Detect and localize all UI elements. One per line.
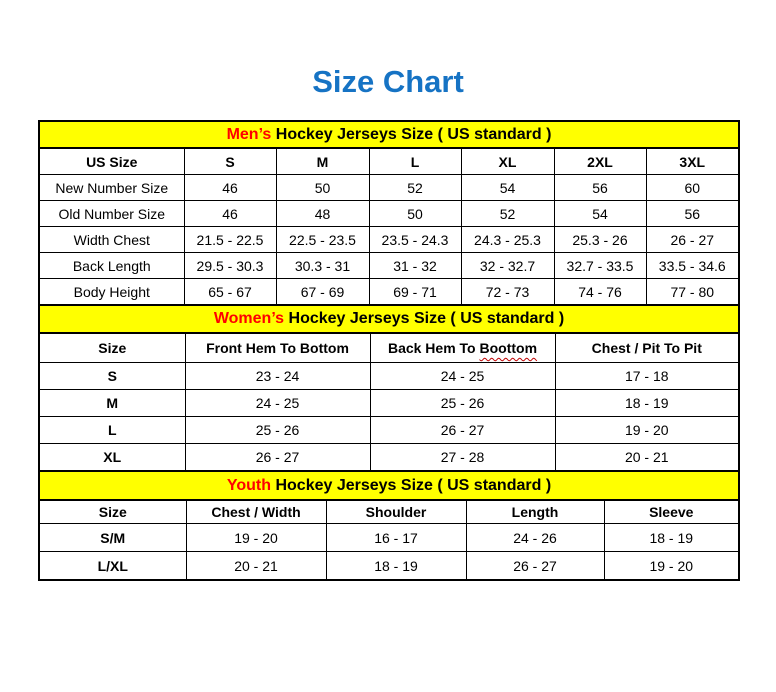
table-cell: 17 - 18 [555, 363, 739, 390]
row-label: S [39, 363, 185, 390]
youth-highlight: Youth [226, 476, 272, 494]
table-cell: 23 - 24 [185, 363, 370, 390]
column-header: XL [461, 148, 554, 175]
table-cell: 16 - 17 [326, 524, 466, 552]
table-row [39, 363, 739, 390]
table-cell: 50 [369, 201, 461, 227]
table-cell: 54 [554, 201, 646, 227]
row-label: L/XL [39, 552, 186, 581]
table-row [39, 227, 739, 253]
table-cell: 48 [276, 201, 369, 227]
youth-section-header [39, 471, 739, 500]
column-header: US Size [39, 148, 184, 175]
table-cell: 29.5 - 30.3 [184, 253, 276, 279]
table-cell: 20 - 21 [555, 444, 739, 472]
table-row [39, 417, 739, 444]
mens-section-title [39, 121, 739, 148]
mens-section-header [39, 121, 739, 148]
misspelled-word: Boottom [479, 340, 538, 356]
row-label: Width Chest [39, 227, 184, 253]
table-cell: 65 - 67 [184, 279, 276, 306]
table-cell: 21.5 - 22.5 [184, 227, 276, 253]
column-header: Front Hem To Bottom [185, 333, 370, 363]
table-cell: 72 - 73 [461, 279, 554, 306]
column-header: Shoulder [326, 500, 466, 524]
table-cell: 67 - 69 [276, 279, 369, 306]
column-header: M [276, 148, 369, 175]
column-header: L [369, 148, 461, 175]
row-label: Back Length [39, 253, 184, 279]
row-label: Old Number Size [39, 201, 184, 227]
size-chart-tables [38, 120, 738, 581]
table-cell: 52 [461, 201, 554, 227]
table-cell: 20 - 21 [186, 552, 326, 581]
table-cell: 46 [184, 175, 276, 201]
table-cell: 24 - 25 [370, 363, 555, 390]
youth-column-header-row [39, 500, 739, 524]
youth-section-title [39, 471, 739, 500]
table-cell: 19 - 20 [604, 552, 739, 581]
table-cell: 30.3 - 31 [276, 253, 369, 279]
table-cell: 24 - 26 [466, 524, 604, 552]
table-cell: 54 [461, 175, 554, 201]
youth-size-table [38, 470, 740, 581]
table-cell: 32 - 32.7 [461, 253, 554, 279]
womens-title-rest: Hockey Jerseys Size ( US standard ) [284, 310, 565, 327]
mens-size-table [38, 120, 740, 306]
row-label: L [39, 417, 185, 444]
table-cell: 18 - 19 [326, 552, 466, 581]
column-header: S [184, 148, 276, 175]
table-row [39, 444, 739, 472]
table-row [39, 253, 739, 279]
table-row [39, 390, 739, 417]
table-cell: 27 - 28 [370, 444, 555, 472]
womens-section-title [39, 305, 739, 333]
column-header: 3XL [646, 148, 739, 175]
column-header: Chest / Pit To Pit [555, 333, 739, 363]
table-cell: 19 - 20 [186, 524, 326, 552]
row-label: Body Height [39, 279, 184, 306]
table-cell: 26 - 27 [185, 444, 370, 472]
table-cell: 26 - 27 [370, 417, 555, 444]
column-header: Sleeve [604, 500, 739, 524]
table-cell: 19 - 20 [555, 417, 739, 444]
row-label: S/M [39, 524, 186, 552]
table-cell: 74 - 76 [554, 279, 646, 306]
womens-highlight: Women’s [213, 310, 285, 327]
row-label: XL [39, 444, 185, 472]
table-cell: 56 [646, 201, 739, 227]
mens-column-header-row [39, 148, 739, 175]
table-cell: 25.3 - 26 [554, 227, 646, 253]
table-cell: 33.5 - 34.6 [646, 253, 739, 279]
table-row [39, 201, 739, 227]
mens-highlight: Men’s [226, 125, 272, 143]
column-header: Size [39, 500, 186, 524]
table-cell: 31 - 32 [369, 253, 461, 279]
table-cell: 50 [276, 175, 369, 201]
womens-section-header [39, 305, 739, 333]
mens-title-rest: Hockey Jerseys Size ( US standard ) [271, 125, 552, 143]
column-header-text: Back Hem To [387, 340, 480, 356]
column-header [370, 333, 555, 363]
table-cell: 77 - 80 [646, 279, 739, 306]
table-cell: 26 - 27 [466, 552, 604, 581]
table-cell: 46 [184, 201, 276, 227]
womens-size-table [38, 304, 740, 472]
table-cell: 69 - 71 [369, 279, 461, 306]
table-cell: 18 - 19 [555, 390, 739, 417]
womens-column-header-row [39, 333, 739, 363]
table-row [39, 552, 739, 581]
table-cell: 25 - 26 [370, 390, 555, 417]
table-cell: 24.3 - 25.3 [461, 227, 554, 253]
column-header: Size [39, 333, 185, 363]
column-header: Length [466, 500, 604, 524]
table-cell: 22.5 - 23.5 [276, 227, 369, 253]
column-header: 2XL [554, 148, 646, 175]
table-cell: 18 - 19 [604, 524, 739, 552]
table-row [39, 175, 739, 201]
table-row [39, 524, 739, 552]
row-label: New Number Size [39, 175, 184, 201]
row-label: M [39, 390, 185, 417]
table-row [39, 279, 739, 306]
table-cell: 52 [369, 175, 461, 201]
table-cell: 26 - 27 [646, 227, 739, 253]
youth-title-rest: Hockey Jerseys Size ( US standard ) [271, 476, 552, 494]
page-title: Size Chart [312, 64, 464, 99]
table-cell: 23.5 - 24.3 [369, 227, 461, 253]
column-header: Chest / Width [186, 500, 326, 524]
table-cell: 25 - 26 [185, 417, 370, 444]
table-cell: 24 - 25 [185, 390, 370, 417]
table-cell: 60 [646, 175, 739, 201]
table-cell: 32.7 - 33.5 [554, 253, 646, 279]
table-cell: 56 [554, 175, 646, 201]
